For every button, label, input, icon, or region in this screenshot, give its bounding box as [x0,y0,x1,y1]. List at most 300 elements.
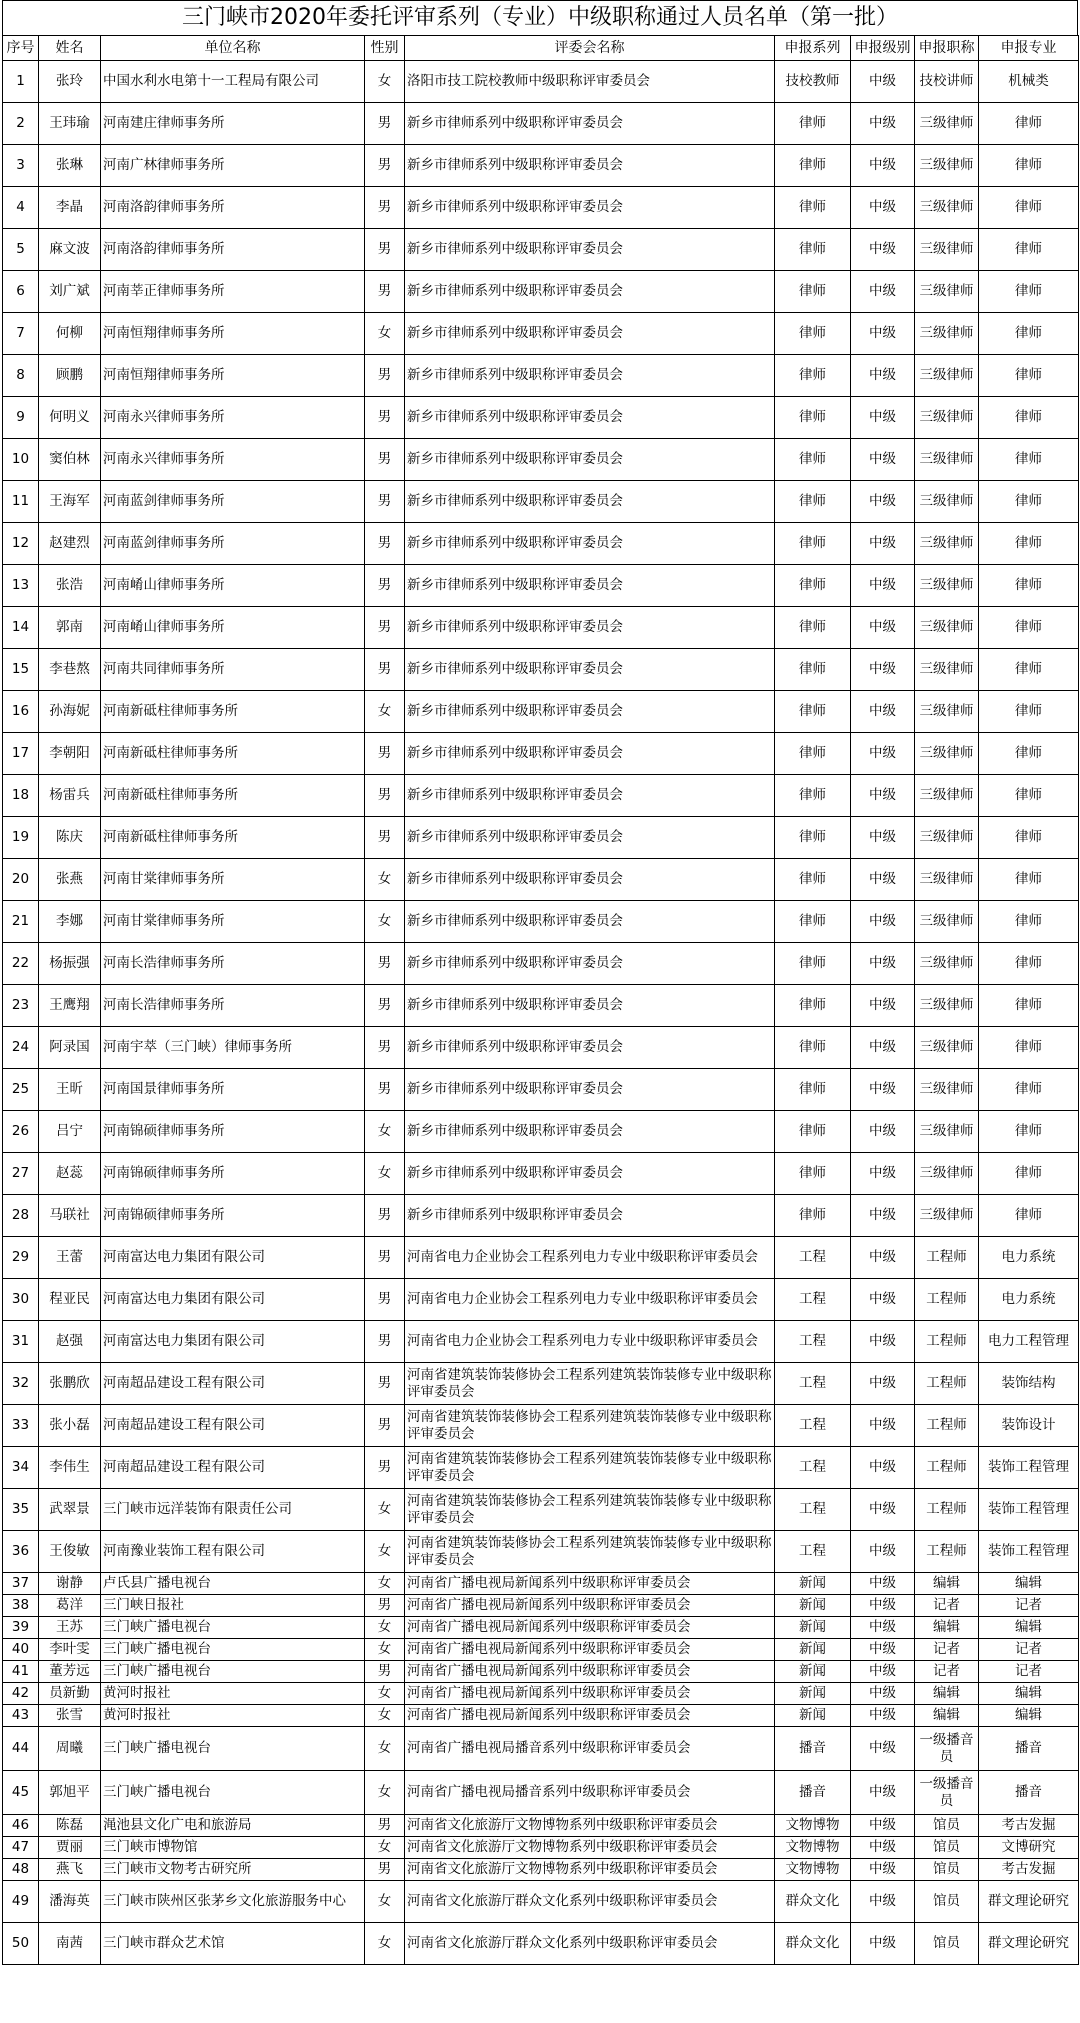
cell-unit: 三门峡市群众艺术馆 [101,1923,365,1965]
table-row [3,901,1079,943]
cell-sex: 男 [365,943,405,985]
table-header-row [3,36,1079,61]
cell-unit: 三门峡广播电视台 [101,1771,365,1815]
cell-series: 律师 [775,355,851,397]
cell-major: 编辑 [979,1617,1079,1639]
cell-unit: 三门峡广播电视台 [101,1639,365,1661]
cell-series: 工程 [775,1531,851,1573]
cell-unit: 三门峡广播电视台 [101,1727,365,1771]
cell-major: 律师 [979,1027,1079,1069]
cell-no: 31 [3,1321,39,1363]
cell-unit: 卢氏县广播电视台 [101,1573,365,1595]
cell-no: 26 [3,1111,39,1153]
cell-no: 19 [3,817,39,859]
table-row [3,145,1079,187]
cell-level: 中级 [851,523,915,565]
table-row [3,1153,1079,1195]
cell-unit: 河南富达电力集团有限公司 [101,1237,365,1279]
cell-committee: 新乡市律师系列中级职称评审委员会 [405,355,775,397]
cell-title: 一级播音员 [915,1771,979,1815]
cell-title: 编辑 [915,1683,979,1705]
cell-name: 李朝阳 [39,733,101,775]
cell-name: 李伟生 [39,1447,101,1489]
cell-name: 张浩 [39,565,101,607]
cell-sex: 女 [365,1639,405,1661]
table-row [3,355,1079,397]
cell-major: 电力工程管理 [979,1321,1079,1363]
cell-unit: 河南锦硕律师事务所 [101,1111,365,1153]
table-row [3,985,1079,1027]
table-row [3,1195,1079,1237]
cell-title: 三级律师 [915,733,979,775]
cell-title: 记者 [915,1595,979,1617]
cell-series: 新闻 [775,1683,851,1705]
cell-title: 工程师 [915,1447,979,1489]
cell-committee: 河南省文化旅游厅群众文化系列中级职称评审委员会 [405,1923,775,1965]
cell-name: 阿录国 [39,1027,101,1069]
cell-name: 王昕 [39,1069,101,1111]
cell-sex: 男 [365,1363,405,1405]
cell-series: 律师 [775,607,851,649]
header-no: 序号 [3,36,39,61]
cell-major: 律师 [979,985,1079,1027]
cell-series: 律师 [775,691,851,733]
cell-no: 41 [3,1661,39,1683]
cell-sex: 男 [365,733,405,775]
cell-name: 王苏 [39,1617,101,1639]
cell-committee: 新乡市律师系列中级职称评审委员会 [405,817,775,859]
cell-committee: 新乡市律师系列中级职称评审委员会 [405,1195,775,1237]
cell-no: 28 [3,1195,39,1237]
cell-series: 律师 [775,985,851,1027]
cell-unit: 河南新砥柱律师事务所 [101,733,365,775]
cell-level: 中级 [851,607,915,649]
cell-name: 谢静 [39,1573,101,1595]
cell-no: 38 [3,1595,39,1617]
table-row [3,1881,1079,1923]
cell-name: 赵强 [39,1321,101,1363]
cell-sex: 男 [365,481,405,523]
cell-sex: 男 [365,1661,405,1683]
cell-level: 中级 [851,1111,915,1153]
cell-committee: 河南省电力企业协会工程系列电力专业中级职称评审委员会 [405,1279,775,1321]
cell-no: 10 [3,439,39,481]
cell-major: 装饰结构 [979,1363,1079,1405]
cell-sex: 男 [365,649,405,691]
cell-title: 三级律师 [915,439,979,481]
cell-unit: 河南超品建设工程有限公司 [101,1447,365,1489]
cell-name: 赵蕊 [39,1153,101,1195]
cell-committee: 新乡市律师系列中级职称评审委员会 [405,733,775,775]
cell-no: 4 [3,187,39,229]
table-row [3,187,1079,229]
cell-title: 三级律师 [915,1153,979,1195]
table-row [3,1837,1079,1859]
cell-major: 律师 [979,103,1079,145]
cell-name: 窦伯林 [39,439,101,481]
cell-sex: 男 [365,1447,405,1489]
table-row [3,1815,1079,1837]
cell-major: 播音 [979,1771,1079,1815]
table-row [3,1363,1079,1405]
cell-no: 46 [3,1815,39,1837]
cell-no: 1 [3,61,39,103]
cell-title: 三级律师 [915,1111,979,1153]
cell-series: 技校教师 [775,61,851,103]
cell-sex: 男 [365,271,405,313]
cell-no: 30 [3,1279,39,1321]
table-row [3,1617,1079,1639]
cell-title: 三级律师 [915,145,979,187]
cell-major: 考古发掘 [979,1859,1079,1881]
cell-committee: 新乡市律师系列中级职称评审委员会 [405,985,775,1027]
cell-major: 律师 [979,733,1079,775]
cell-committee: 河南省建筑装饰装修协会工程系列建筑装饰装修专业中级职称评审委员会 [405,1489,775,1531]
table-row [3,817,1079,859]
cell-major: 群文理论研究 [979,1923,1079,1965]
cell-level: 中级 [851,1573,915,1595]
table-row [3,1639,1079,1661]
cell-no: 50 [3,1923,39,1965]
header-unit: 单位名称 [101,36,365,61]
cell-level: 中级 [851,1661,915,1683]
cell-major: 律师 [979,271,1079,313]
cell-no: 2 [3,103,39,145]
cell-series: 播音 [775,1771,851,1815]
cell-name: 张雪 [39,1705,101,1727]
cell-sex: 女 [365,1771,405,1815]
cell-title: 工程师 [915,1363,979,1405]
cell-committee: 新乡市律师系列中级职称评审委员会 [405,1069,775,1111]
cell-sex: 女 [365,313,405,355]
cell-no: 8 [3,355,39,397]
cell-sex: 女 [365,1727,405,1771]
cell-level: 中级 [851,1531,915,1573]
cell-title: 一级播音员 [915,1727,979,1771]
document-sheet [2,0,1078,1965]
cell-major: 律师 [979,439,1079,481]
cell-major: 装饰设计 [979,1405,1079,1447]
cell-series: 新闻 [775,1705,851,1727]
cell-sex: 男 [365,565,405,607]
cell-committee: 新乡市律师系列中级职称评审委员会 [405,523,775,565]
cell-no: 43 [3,1705,39,1727]
cell-name: 麻文波 [39,229,101,271]
cell-level: 中级 [851,1447,915,1489]
cell-committee: 河南省电力企业协会工程系列电力专业中级职称评审委员会 [405,1321,775,1363]
cell-level: 中级 [851,1771,915,1815]
cell-major: 装饰工程管理 [979,1489,1079,1531]
cell-sex: 女 [365,1837,405,1859]
cell-series: 律师 [775,1111,851,1153]
cell-sex: 女 [365,1683,405,1705]
cell-unit: 黄河时报社 [101,1683,365,1705]
cell-title: 三级律师 [915,649,979,691]
cell-series: 律师 [775,817,851,859]
cell-name: 刘广斌 [39,271,101,313]
table-row [3,565,1079,607]
cell-level: 中级 [851,481,915,523]
cell-series: 工程 [775,1405,851,1447]
cell-sex: 男 [365,607,405,649]
cell-level: 中级 [851,187,915,229]
cell-unit: 河南永兴律师事务所 [101,397,365,439]
cell-level: 中级 [851,1363,915,1405]
document-title: 三门峡市2020年委托评审系列（专业）中级职称通过人员名单（第一批） [2,0,1078,35]
cell-unit: 三门峡市博物馆 [101,1837,365,1859]
cell-unit: 河南锦硕律师事务所 [101,1195,365,1237]
cell-title: 三级律师 [915,313,979,355]
cell-name: 杨雷兵 [39,775,101,817]
cell-level: 中级 [851,775,915,817]
cell-unit: 河南永兴律师事务所 [101,439,365,481]
cell-series: 律师 [775,523,851,565]
cell-level: 中级 [851,1923,915,1965]
cell-unit: 河南富达电力集团有限公司 [101,1321,365,1363]
cell-series: 律师 [775,397,851,439]
cell-name: 潘海英 [39,1881,101,1923]
cell-no: 44 [3,1727,39,1771]
cell-title: 编辑 [915,1617,979,1639]
cell-level: 中级 [851,817,915,859]
cell-unit: 河南超品建设工程有限公司 [101,1405,365,1447]
cell-unit: 河南新砥柱律师事务所 [101,775,365,817]
cell-title: 三级律师 [915,943,979,985]
cell-major: 律师 [979,649,1079,691]
cell-unit: 河南恒翔律师事务所 [101,355,365,397]
table-row [3,1859,1079,1881]
cell-committee: 新乡市律师系列中级职称评审委员会 [405,1027,775,1069]
cell-title: 三级律师 [915,901,979,943]
cell-name: 王海军 [39,481,101,523]
cell-unit: 河南豫业装饰工程有限公司 [101,1531,365,1573]
table-row [3,439,1079,481]
cell-title: 工程师 [915,1279,979,1321]
cell-series: 律师 [775,649,851,691]
cell-sex: 男 [365,397,405,439]
table-row [3,607,1079,649]
cell-unit: 河南蓝剑律师事务所 [101,481,365,523]
cell-major: 律师 [979,1111,1079,1153]
cell-title: 编辑 [915,1573,979,1595]
cell-series: 律师 [775,775,851,817]
cell-unit: 河南甘棠律师事务所 [101,901,365,943]
cell-series: 工程 [775,1489,851,1531]
cell-major: 律师 [979,229,1079,271]
cell-committee: 新乡市律师系列中级职称评审委员会 [405,313,775,355]
cell-unit: 河南崤山律师事务所 [101,607,365,649]
cell-committee: 河南省广播电视局新闻系列中级职称评审委员会 [405,1639,775,1661]
cell-level: 中级 [851,271,915,313]
cell-title: 三级律师 [915,775,979,817]
cell-unit: 三门峡日报社 [101,1595,365,1617]
cell-major: 律师 [979,1069,1079,1111]
cell-unit: 河南洛韵律师事务所 [101,187,365,229]
cell-major: 律师 [979,313,1079,355]
cell-name: 武翠景 [39,1489,101,1531]
cell-name: 王俊敏 [39,1531,101,1573]
cell-no: 32 [3,1363,39,1405]
cell-series: 群众文化 [775,1881,851,1923]
cell-committee: 河南省文化旅游厅文物博物系列中级职称评审委员会 [405,1837,775,1859]
cell-sex: 男 [365,187,405,229]
cell-name: 郭南 [39,607,101,649]
cell-series: 律师 [775,145,851,187]
cell-committee: 新乡市律师系列中级职称评审委员会 [405,943,775,985]
cell-title: 记者 [915,1639,979,1661]
cell-title: 工程师 [915,1405,979,1447]
cell-level: 中级 [851,1815,915,1837]
cell-name: 员新勤 [39,1683,101,1705]
cell-series: 工程 [775,1447,851,1489]
cell-major: 记者 [979,1639,1079,1661]
cell-title: 三级律师 [915,355,979,397]
table-row [3,1027,1079,1069]
cell-no: 5 [3,229,39,271]
table-row [3,1727,1079,1771]
cell-major: 律师 [979,1195,1079,1237]
cell-committee: 河南省广播电视局新闻系列中级职称评审委员会 [405,1573,775,1595]
cell-no: 33 [3,1405,39,1447]
cell-unit: 河南甘棠律师事务所 [101,859,365,901]
cell-level: 中级 [851,355,915,397]
cell-committee: 河南省广播电视局新闻系列中级职称评审委员会 [405,1705,775,1727]
cell-sex: 男 [365,1027,405,1069]
cell-no: 48 [3,1859,39,1881]
cell-name: 孙海妮 [39,691,101,733]
cell-level: 中级 [851,1859,915,1881]
cell-committee: 新乡市律师系列中级职称评审委员会 [405,439,775,481]
cell-title: 三级律师 [915,397,979,439]
cell-sex: 男 [365,1237,405,1279]
table-row [3,481,1079,523]
cell-sex: 女 [365,1531,405,1573]
cell-sex: 男 [365,1321,405,1363]
header-sex: 性别 [365,36,405,61]
cell-major: 律师 [979,565,1079,607]
cell-title: 三级律师 [915,985,979,1027]
cell-title: 三级律师 [915,691,979,733]
cell-sex: 男 [365,1815,405,1837]
table-row [3,1771,1079,1815]
cell-committee: 新乡市律师系列中级职称评审委员会 [405,271,775,313]
cell-title: 三级律师 [915,229,979,271]
cell-level: 中级 [851,1837,915,1859]
cell-title: 工程师 [915,1531,979,1573]
cell-title: 三级律师 [915,103,979,145]
cell-name: 燕飞 [39,1859,101,1881]
cell-major: 电力系统 [979,1279,1079,1321]
cell-series: 新闻 [775,1595,851,1617]
cell-series: 律师 [775,481,851,523]
cell-committee: 河南省建筑装饰装修协会工程系列建筑装饰装修专业中级职称评审委员会 [405,1447,775,1489]
table-row [3,1447,1079,1489]
cell-committee: 新乡市律师系列中级职称评审委员会 [405,901,775,943]
cell-no: 17 [3,733,39,775]
cell-name: 杨振强 [39,943,101,985]
cell-unit: 河南超品建设工程有限公司 [101,1363,365,1405]
cell-major: 律师 [979,775,1079,817]
cell-level: 中级 [851,1617,915,1639]
cell-no: 22 [3,943,39,985]
cell-name: 周曦 [39,1727,101,1771]
table-row [3,103,1079,145]
cell-major: 律师 [979,397,1079,439]
personnel-table [2,35,1079,1965]
cell-level: 中级 [851,145,915,187]
cell-unit: 河南共同律师事务所 [101,649,365,691]
cell-unit: 河南锦硕律师事务所 [101,1153,365,1195]
table-row [3,691,1079,733]
cell-title: 馆员 [915,1923,979,1965]
cell-level: 中级 [851,565,915,607]
cell-committee: 新乡市律师系列中级职称评审委员会 [405,103,775,145]
cell-series: 律师 [775,229,851,271]
cell-unit: 河南长浩律师事务所 [101,943,365,985]
cell-sex: 男 [365,1195,405,1237]
cell-sex: 女 [365,859,405,901]
cell-name: 王鹰翔 [39,985,101,1027]
cell-name: 李娜 [39,901,101,943]
cell-major: 律师 [979,355,1079,397]
cell-unit: 河南广林律师事务所 [101,145,365,187]
cell-name: 程亚民 [39,1279,101,1321]
cell-committee: 河南省电力企业协会工程系列电力专业中级职称评审委员会 [405,1237,775,1279]
cell-sex: 男 [365,1859,405,1881]
cell-no: 37 [3,1573,39,1595]
cell-title: 工程师 [915,1237,979,1279]
cell-name: 葛洋 [39,1595,101,1617]
table-row [3,523,1079,565]
cell-title: 三级律师 [915,523,979,565]
cell-no: 24 [3,1027,39,1069]
cell-major: 律师 [979,187,1079,229]
table-body [3,61,1079,1965]
cell-committee: 新乡市律师系列中级职称评审委员会 [405,649,775,691]
table-row [3,1489,1079,1531]
cell-level: 中级 [851,691,915,733]
cell-committee: 新乡市律师系列中级职称评审委员会 [405,775,775,817]
cell-title: 三级律师 [915,1027,979,1069]
cell-title: 馆员 [915,1881,979,1923]
cell-level: 中级 [851,1595,915,1617]
cell-committee: 河南省广播电视局新闻系列中级职称评审委员会 [405,1595,775,1617]
cell-series: 律师 [775,859,851,901]
cell-sex: 男 [365,103,405,145]
table-row [3,1237,1079,1279]
cell-name: 李巷熬 [39,649,101,691]
table-row [3,1573,1079,1595]
cell-sex: 女 [365,1489,405,1531]
cell-sex: 女 [365,691,405,733]
cell-name: 何明义 [39,397,101,439]
cell-series: 工程 [775,1363,851,1405]
cell-series: 律师 [775,1153,851,1195]
cell-unit: 黄河时报社 [101,1705,365,1727]
cell-name: 郭旭平 [39,1771,101,1815]
cell-name: 顾鹏 [39,355,101,397]
cell-title: 馆员 [915,1837,979,1859]
cell-sex: 男 [365,1595,405,1617]
cell-name: 贾丽 [39,1837,101,1859]
cell-series: 律师 [775,1027,851,1069]
table-row [3,859,1079,901]
cell-committee: 洛阳市技工院校教师中级职称评审委员会 [405,61,775,103]
header-title: 申报职称 [915,36,979,61]
cell-title: 三级律师 [915,187,979,229]
cell-title: 馆员 [915,1859,979,1881]
table-row [3,1923,1079,1965]
